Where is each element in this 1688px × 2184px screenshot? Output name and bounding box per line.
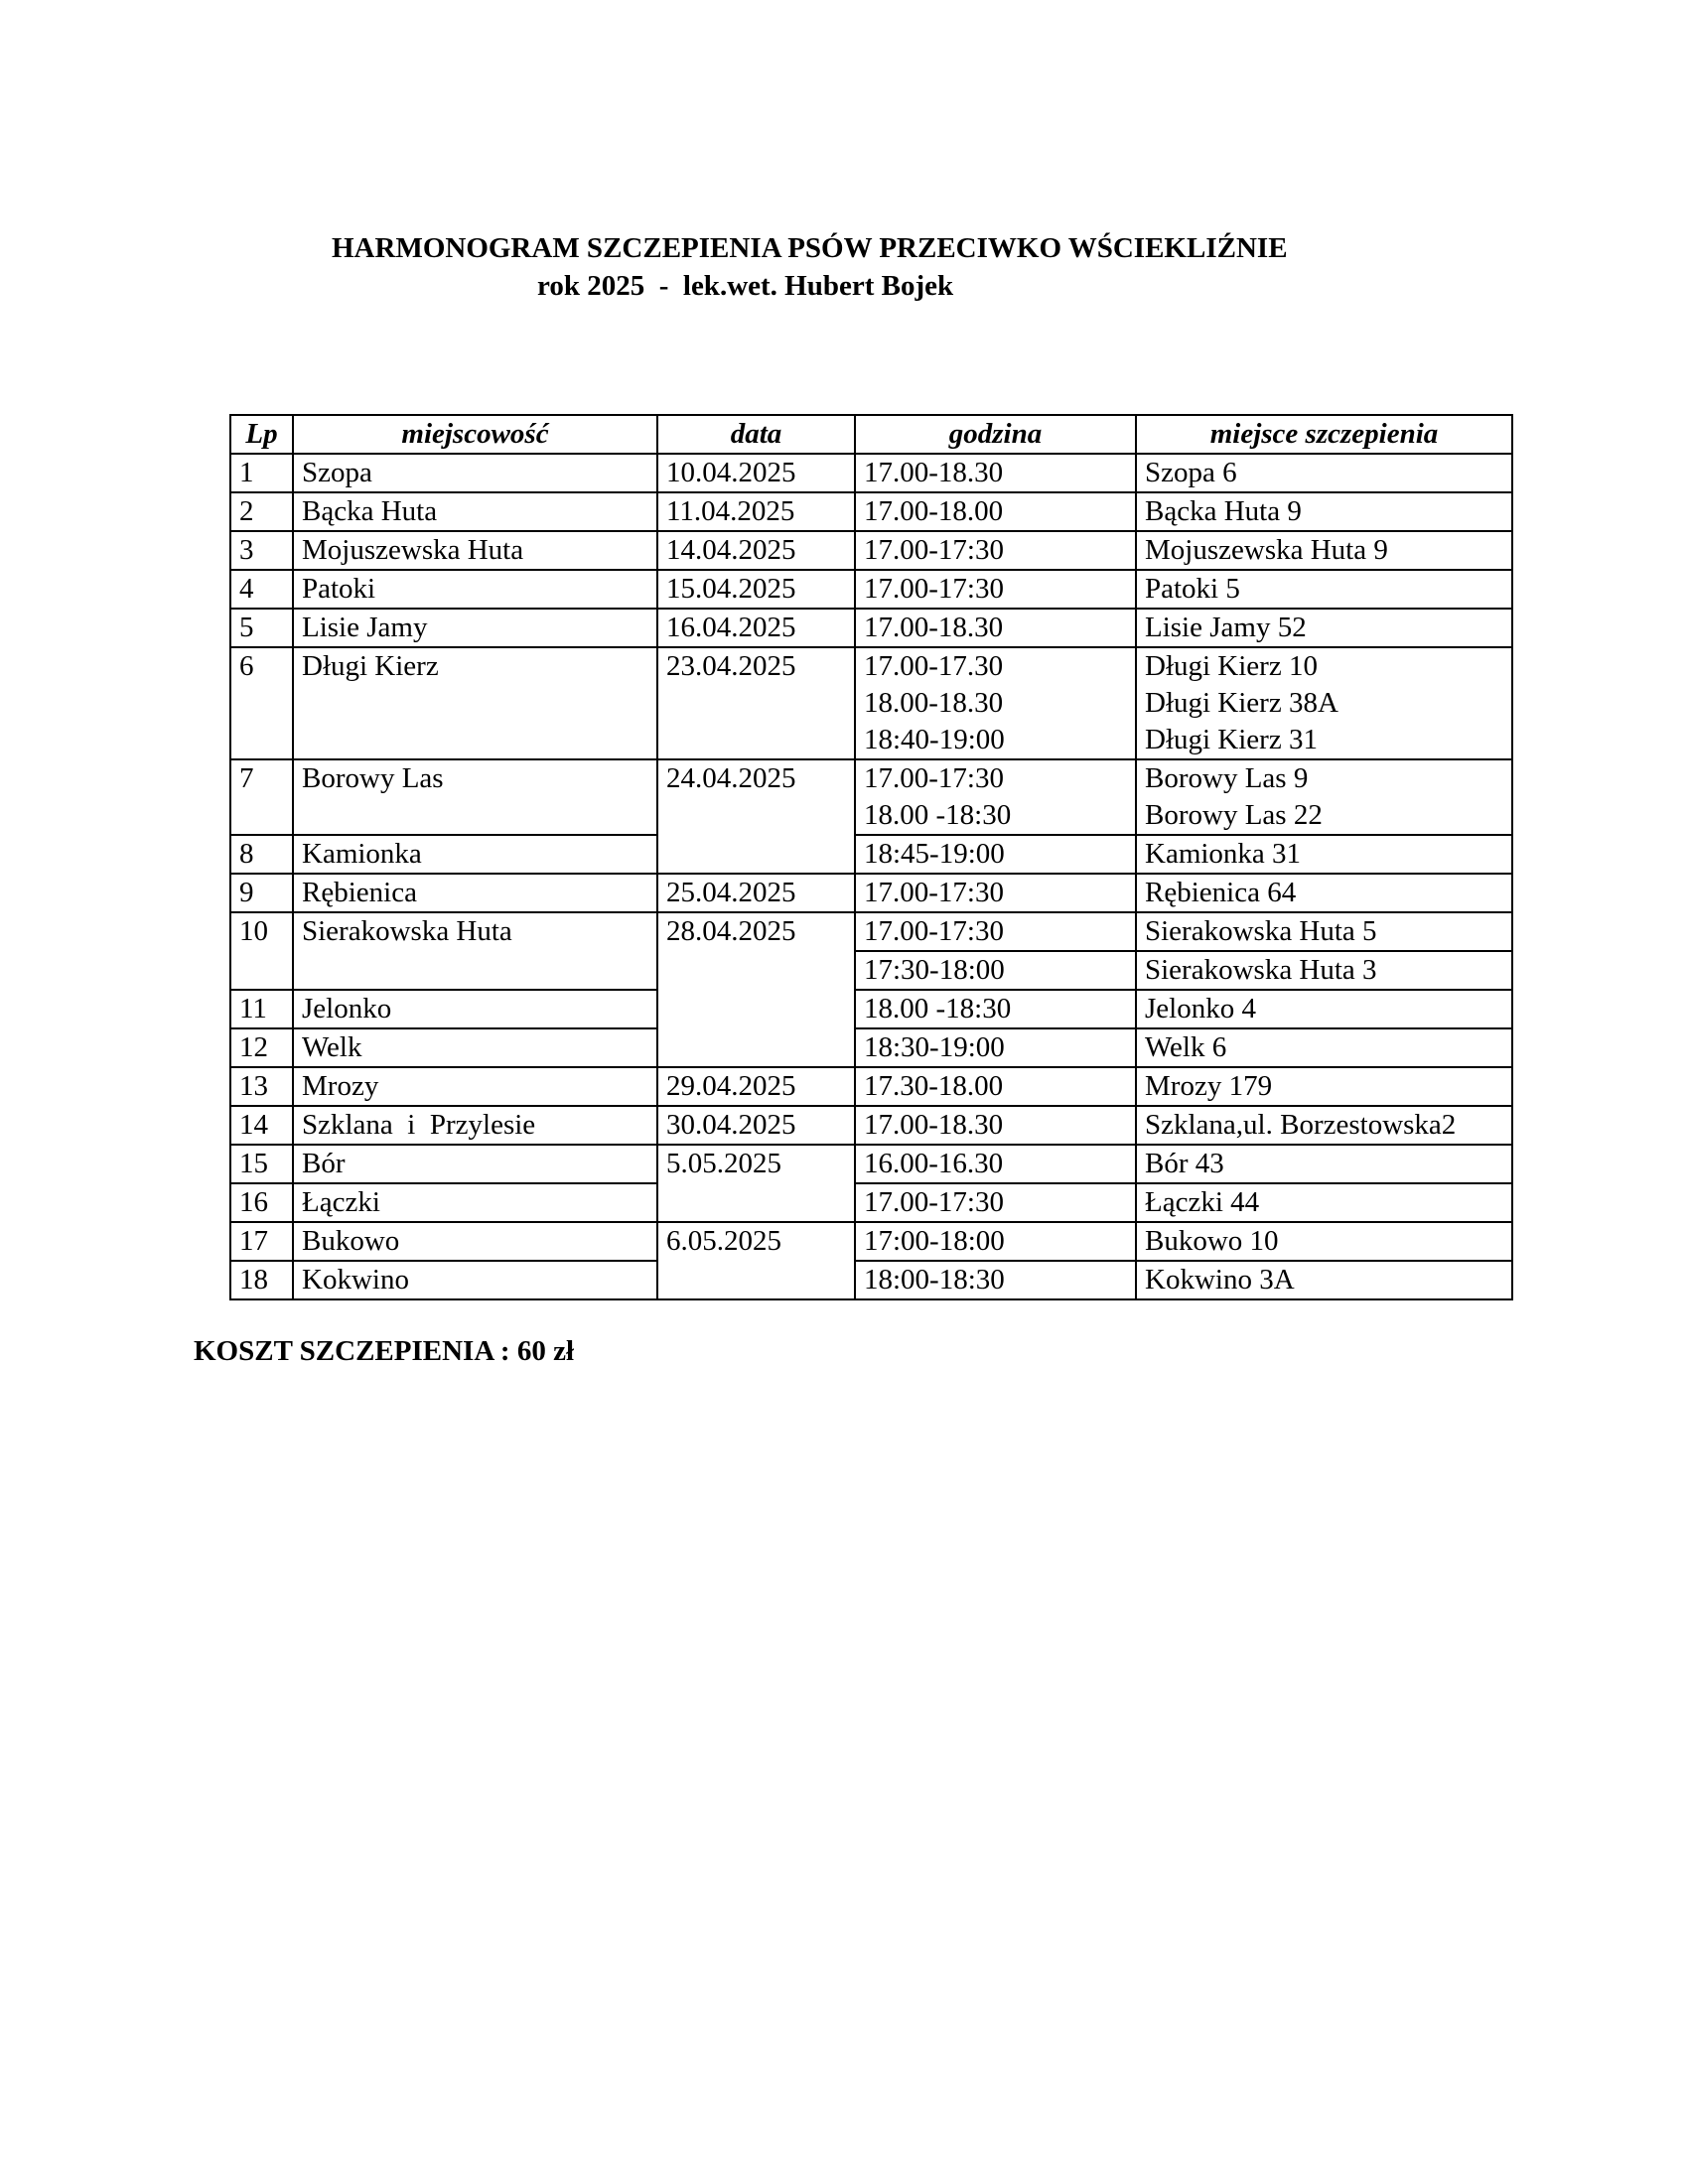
row-town: Patoki (293, 570, 657, 609)
row-lp: 2 (230, 492, 293, 531)
row-date: 25.04.2025 (657, 874, 855, 912)
row-place: Szopa 6 (1136, 454, 1512, 492)
row-time: 17.30-18.00 (855, 1067, 1136, 1106)
row-place: Mojuszewska Huta 9 (1136, 531, 1512, 570)
document-subtitle: rok 2025 - lek.wet. Hubert Bojek (537, 270, 954, 302)
row-date: 16.04.2025 (657, 609, 855, 647)
row-time: 17.00-18.30 (855, 609, 1136, 647)
row-place: Lisie Jamy 52 (1136, 609, 1512, 647)
row-town: Mojuszewska Huta (293, 531, 657, 570)
row-town: Bór (293, 1145, 657, 1183)
row-place: Szklana,ul. Borzestowska2 (1136, 1106, 1512, 1145)
row-time: 17:30-18:00 (855, 951, 1136, 990)
table-row (230, 990, 1512, 1028)
table-row (230, 454, 1512, 492)
row-time: 18:45-19:00 (855, 835, 1136, 874)
row-time (855, 759, 1136, 835)
header-place: miejsce szczepienia (1136, 415, 1512, 454)
row-lp: 6 (230, 647, 293, 759)
row-lp: 1 (230, 454, 293, 492)
table-row (230, 570, 1512, 609)
row-date: 23.04.2025 (657, 647, 855, 759)
table-row (230, 1261, 1512, 1299)
row-lp: 5 (230, 609, 293, 647)
row-time: 18:30-19:00 (855, 1028, 1136, 1067)
row-town: Welk (293, 1028, 657, 1067)
table-row (230, 1028, 1512, 1067)
header-time: godzina (855, 415, 1136, 454)
header-lp: Lp (230, 415, 293, 454)
row-date: 11.04.2025 (657, 492, 855, 531)
table-row (230, 835, 1512, 874)
row-place: Łączki 44 (1136, 1183, 1512, 1222)
place-line: Długi Kierz 10 (1145, 650, 1318, 682)
row-date: 6.05.2025 (657, 1222, 855, 1299)
place-line: Borowy Las 9 (1145, 762, 1309, 794)
table-row (230, 1222, 1512, 1261)
table-row (230, 1106, 1512, 1145)
row-time: 17.00-18.30 (855, 454, 1136, 492)
row-town: Łączki (293, 1183, 657, 1222)
table-row (230, 531, 1512, 570)
row-lp: 9 (230, 874, 293, 912)
row-place: Patoki 5 (1136, 570, 1512, 609)
row-place: Bukowo 10 (1136, 1222, 1512, 1261)
row-date: 10.04.2025 (657, 454, 855, 492)
row-lp: 16 (230, 1183, 293, 1222)
row-town: Kamionka (293, 835, 657, 874)
row-town: Mrozy (293, 1067, 657, 1106)
time-line: 17.00-17:30 (864, 762, 1004, 794)
header-date: data (657, 415, 855, 454)
row-date: 30.04.2025 (657, 1106, 855, 1145)
row-town: Bukowo (293, 1222, 657, 1261)
time-line: 17.00-17.30 (864, 650, 1004, 682)
row-time: 17.00-17:30 (855, 874, 1136, 912)
row-place: Bącka Huta 9 (1136, 492, 1512, 531)
header-town: miejscowość (293, 415, 657, 454)
table-row (230, 912, 1512, 951)
place-line: Borowy Las 22 (1145, 799, 1323, 831)
row-time: 18:00-18:30 (855, 1261, 1136, 1299)
table-row (230, 609, 1512, 647)
row-lp: 10 (230, 912, 293, 990)
row-time: 17.00-17:30 (855, 570, 1136, 609)
table-header-row (230, 415, 1512, 454)
row-lp: 4 (230, 570, 293, 609)
place-line: Długi Kierz 31 (1145, 724, 1318, 755)
time-line: 18:40-19:00 (864, 724, 1005, 755)
row-date: 15.04.2025 (657, 570, 855, 609)
row-lp: 12 (230, 1028, 293, 1067)
row-lp: 13 (230, 1067, 293, 1106)
row-time: 17.00-17:30 (855, 1183, 1136, 1222)
row-time: 17.00-17:30 (855, 912, 1136, 951)
row-date: 28.04.2025 (657, 912, 855, 1067)
row-time: 18.00 -18:30 (855, 990, 1136, 1028)
row-date: 14.04.2025 (657, 531, 855, 570)
table-row (230, 1145, 1512, 1183)
row-time: 16.00-16.30 (855, 1145, 1136, 1183)
row-town: Kokwino (293, 1261, 657, 1299)
row-lp: 3 (230, 531, 293, 570)
row-place: Jelonko 4 (1136, 990, 1512, 1028)
table-row (230, 874, 1512, 912)
vaccination-schedule-table (229, 414, 1513, 1300)
row-date: 24.04.2025 (657, 759, 855, 874)
row-place: Welk 6 (1136, 1028, 1512, 1067)
row-place (1136, 759, 1512, 835)
row-date: 29.04.2025 (657, 1067, 855, 1106)
row-time: 17.00-18.00 (855, 492, 1136, 531)
row-place: Sierakowska Huta 3 (1136, 951, 1512, 990)
row-place: Rębienica 64 (1136, 874, 1512, 912)
row-place: Bór 43 (1136, 1145, 1512, 1183)
row-town: Długi Kierz (293, 647, 657, 759)
row-place: Mrozy 179 (1136, 1067, 1512, 1106)
time-line: 18.00 -18:30 (864, 799, 1012, 831)
table-row (230, 492, 1512, 531)
row-time (855, 647, 1136, 759)
time-line: 18.00-18.30 (864, 687, 1004, 719)
row-place (1136, 647, 1512, 759)
vaccination-cost: KOSZT SZCZEPIENIA : 60 zł (194, 1335, 575, 1367)
row-town: Bącka Huta (293, 492, 657, 531)
table-row (230, 1183, 1512, 1222)
row-town: Szopa (293, 454, 657, 492)
document-title: HARMONOGRAM SZCZEPIENIA PSÓW PRZECIWKO WŚCIEKLIŹNIE (332, 232, 1288, 264)
table-row (230, 759, 1512, 835)
place-line: Długi Kierz 38A (1145, 687, 1338, 719)
row-lp: 11 (230, 990, 293, 1028)
row-town: Jelonko (293, 990, 657, 1028)
row-date: 5.05.2025 (657, 1145, 855, 1222)
table-row (230, 1067, 1512, 1106)
row-town: Szklana i Przylesie (293, 1106, 657, 1145)
row-place: Kamionka 31 (1136, 835, 1512, 874)
row-lp: 15 (230, 1145, 293, 1183)
table-row (230, 647, 1512, 759)
row-time: 17.00-17:30 (855, 531, 1136, 570)
row-place: Kokwino 3A (1136, 1261, 1512, 1299)
row-lp: 7 (230, 759, 293, 835)
row-time: 17:00-18:00 (855, 1222, 1136, 1261)
row-lp: 14 (230, 1106, 293, 1145)
row-lp: 17 (230, 1222, 293, 1261)
row-town: Lisie Jamy (293, 609, 657, 647)
row-town: Borowy Las (293, 759, 657, 835)
row-place: Sierakowska Huta 5 (1136, 912, 1512, 951)
row-lp: 8 (230, 835, 293, 874)
row-town: Sierakowska Huta (293, 912, 657, 990)
row-time: 17.00-18.30 (855, 1106, 1136, 1145)
row-lp: 18 (230, 1261, 293, 1299)
row-town: Rębienica (293, 874, 657, 912)
